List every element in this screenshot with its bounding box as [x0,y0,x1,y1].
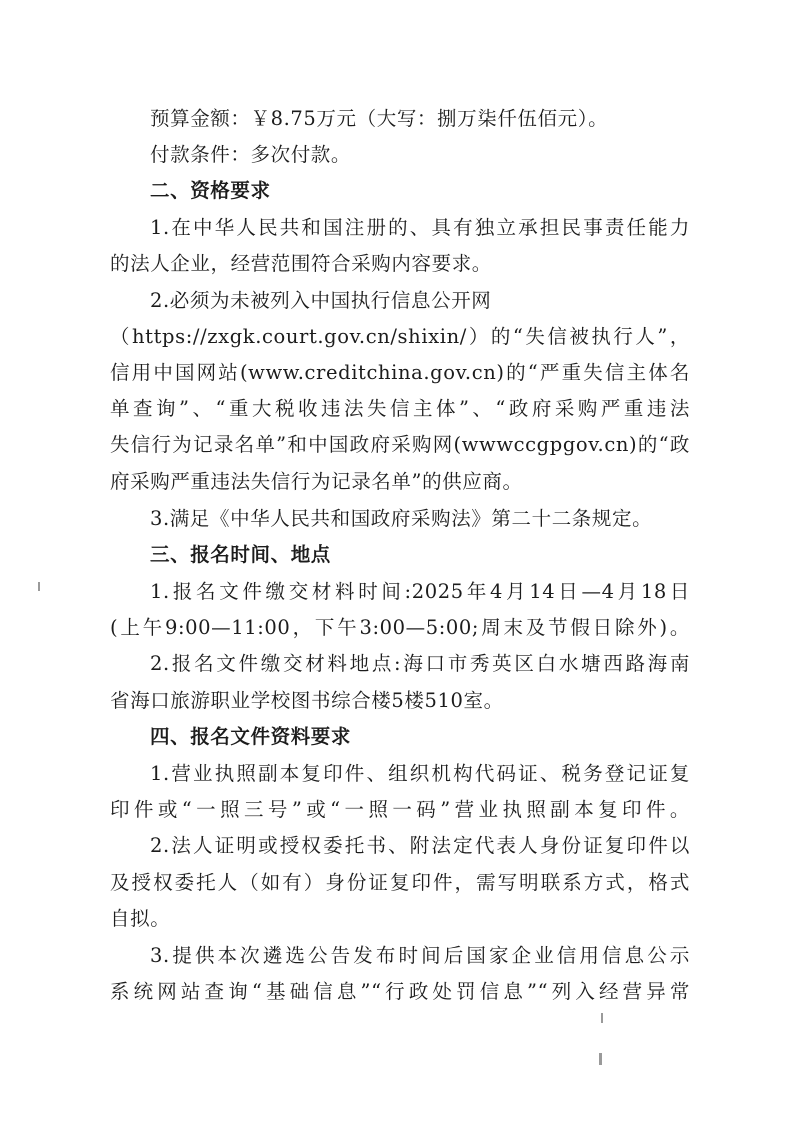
paragraph-line: 系统网站查询“基础信息”“行政处罚信息”“列入经营异常 [110,980,690,1003]
scan-speck [38,582,40,591]
paragraph-line: 3.满足《中华人民共和国政府采购法》第二十二条规定。 [150,507,653,530]
section-heading-documents: 四、报名文件资料要求 [150,725,352,748]
paragraph-line: 省海口旅游职业学校图书综合楼5楼510室。 [110,689,504,712]
paragraph-line: 印件或“一照三号”或“一照一码”营业执照副本复印件。 [110,798,690,821]
scan-speck [601,1013,603,1023]
paragraph-line: 1.营业执照副本复印件、组织机构代码证、税务登记证复 [150,762,690,785]
paragraph-line: 2.法人证明或授权委托书、附法定代表人身份证复印件以 [150,834,690,857]
paragraph-line: 失信行为记录名单”和中国政府采购网(wwwccgpgov.cn)的“政 [110,433,690,456]
paragraph-line: 1.在中华人民共和国注册的、具有独立承担民事责任能力 [150,216,690,239]
scan-speck [599,1053,602,1065]
paragraph-line: 2.报名文件缴交材料地点:海口市秀英区白水塘西路海南 [150,652,690,675]
paragraph-line: 2.必须为未被列入中国执行信息公开网 [150,289,492,312]
paragraph-line: 的法人企业，经营范围符合采购内容要求。 [110,252,492,275]
paragraph-line: （https://zxgk.court.gov.cn/shixin/）的“失信被执行人”， [110,325,690,348]
section-heading-registration: 三、报名时间、地点 [150,543,331,566]
payment-terms-line: 付款条件：多次付款。 [150,143,352,166]
paragraph-line: 3.提供本次遴选公告发布时间后国家企业信用信息公示 [150,944,690,967]
paragraph-line: 信用中国网站(www.creditchina.gov.cn)的“严重失信主体名 [110,361,690,384]
section-heading-qualification: 二、资格要求 [150,179,271,202]
paragraph-line: 1.报名文件缴交材料时间:2025年4月14日—4月18日 [150,580,690,603]
paragraph-line: 单查询”、“重大税收违法失信主体”、“政府采购严重违法 [110,397,690,420]
paragraph-line: 及授权委托人（如有）身份证复印件，需写明联系方式，格式 [110,871,690,894]
budget-amount-line: 预算金额：￥8.75万元（大写：捌万柒仟伍佰元）。 [150,107,609,130]
paragraph-line: 府采购严重违法失信行为记录名单”的供应商。 [110,470,523,493]
paragraph-line: (上午9:00—11:00，下午3:00—5:00;周末及节假日除外)。 [110,616,690,639]
paragraph-line: 自拟。 [110,907,171,930]
